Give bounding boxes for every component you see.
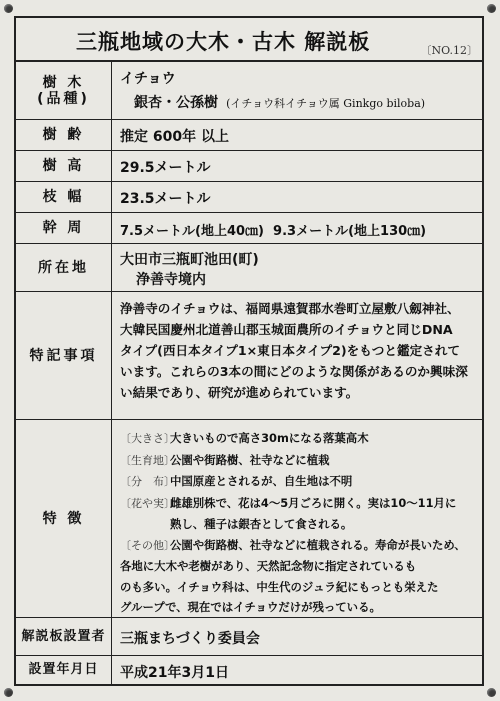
feature-text: グループで、現在ではイチョウだけが残っている。 xyxy=(120,600,381,614)
label-spread: 枝 幅 xyxy=(16,182,112,212)
feature-item xyxy=(120,428,476,450)
bolt-top-left xyxy=(4,4,13,13)
feature-item xyxy=(120,514,476,535)
row-height xyxy=(16,151,482,182)
feature-text: 中国原産とされるが、自生地は不明 xyxy=(170,474,353,488)
installer-value: 三瓶まちづくり委員会 xyxy=(120,631,260,647)
height-value: 29.5メートル xyxy=(120,160,211,176)
notes-line: 大韓民国慶州北道善山郡玉城面農所のイチョウと同じDNA xyxy=(120,322,453,337)
content-spread xyxy=(120,182,476,212)
feature-text: 公園や街路樹、社寺などに植栽 xyxy=(170,452,330,467)
content-date xyxy=(120,656,476,684)
species-kanji xyxy=(134,92,425,112)
location-value-1: 大田市三瓶町池田(町) xyxy=(120,252,259,268)
notes-text xyxy=(120,298,476,403)
location-value-2: 浄善寺境内 xyxy=(136,272,206,288)
label-features: 特 徴 xyxy=(16,420,112,617)
content-height xyxy=(120,151,476,181)
content-installer xyxy=(120,618,476,655)
feature-text: 公園や街路樹、社寺などに植栽される。寿命が長いため、 xyxy=(170,537,466,552)
age-value: 推定 600年 以上 xyxy=(120,129,229,145)
notes-line: います。これらの3本の間にどのような関係があるのか興味深 xyxy=(120,364,468,379)
feature-tag: 〔分 布〕 xyxy=(120,475,175,488)
bolt-bottom-right xyxy=(487,688,496,697)
row-age xyxy=(16,120,482,151)
label-location: 所在地 xyxy=(16,244,112,291)
feature-text: 熟し、種子は銀杏として食される。 xyxy=(170,517,353,531)
feature-tag: 〔大きさ〕 xyxy=(120,432,175,445)
row-notes xyxy=(16,292,482,420)
content-features xyxy=(120,420,476,617)
row-location xyxy=(16,244,482,292)
feature-tag: 〔花や実〕 xyxy=(120,496,175,510)
sign-number: 〔NO.12〕 xyxy=(420,44,478,57)
row-installer xyxy=(16,618,482,656)
species-scientific: (イチョウ科イチョウ属 Ginkgo biloba) xyxy=(226,97,426,110)
features-list xyxy=(120,428,476,618)
notes-line: タイプ(西日本タイプ1×東日本タイプ2)をもつと鑑定されて xyxy=(120,343,460,358)
feature-text: 大きいもので高さ30mになる落葉高木 xyxy=(170,431,369,445)
species-name: イチョウ xyxy=(120,71,176,87)
label-species-main: 樹 木 xyxy=(42,74,85,91)
feature-tag: 〔生育地〕 xyxy=(120,453,175,467)
species-kanji-name: 銀杏・公孫樹 xyxy=(134,95,218,111)
label-notes: 特記事項 xyxy=(16,292,112,419)
feature-text: 各地に大木や老樹があり、天然記念物に指定されているも xyxy=(120,559,417,573)
feature-text: のも多い。イチョウ科は、中生代のジュラ紀にもっとも栄えた xyxy=(120,579,439,594)
label-date: 設置年月日 xyxy=(16,656,112,684)
content-age xyxy=(120,120,476,150)
feature-item xyxy=(120,450,476,472)
content-species xyxy=(120,62,476,119)
content-girth xyxy=(120,213,476,243)
feature-item xyxy=(120,577,476,598)
feature-item xyxy=(120,471,476,493)
date-value: 平成21年3月1日 xyxy=(120,665,229,681)
label-girth: 幹 周 xyxy=(16,213,112,243)
row-date xyxy=(16,656,482,684)
bolt-top-right xyxy=(487,4,496,13)
row-species xyxy=(16,62,482,120)
notes-line: い結果であり、研究が進められています。 xyxy=(120,385,359,400)
spread-value: 23.5メートル xyxy=(120,191,211,207)
title-bar xyxy=(16,18,482,62)
label-age: 樹 齢 xyxy=(16,120,112,150)
feature-item xyxy=(120,535,476,557)
content-notes xyxy=(120,292,476,419)
row-girth xyxy=(16,213,482,244)
label-species-sub: (品種) xyxy=(37,90,90,107)
label-species xyxy=(16,62,112,119)
row-spread xyxy=(16,182,482,213)
row-features xyxy=(16,420,482,618)
label-installer: 解説板設置者 xyxy=(16,618,112,655)
sign-frame xyxy=(14,16,484,686)
notes-line: 浄善寺のイチョウは、福岡県遠賀郡水巻町立屋敷八劔神社、 xyxy=(120,301,460,316)
girth-value: 7.5メートル(地上40㎝) 9.3メートル(地上130㎝) xyxy=(120,224,427,239)
label-height: 樹 高 xyxy=(16,151,112,181)
feature-item xyxy=(120,556,476,577)
feature-item xyxy=(120,597,476,618)
feature-text: 雌雄別株で、花は4～5月ごろに開く。実は10～11月に xyxy=(170,495,457,510)
content-location xyxy=(120,244,476,291)
bolt-bottom-left xyxy=(4,688,13,697)
feature-tag: 〔その他〕 xyxy=(120,538,175,552)
sign-title: 三瓶地域の大木・古木 解説板 xyxy=(76,30,371,54)
feature-item xyxy=(120,493,476,515)
